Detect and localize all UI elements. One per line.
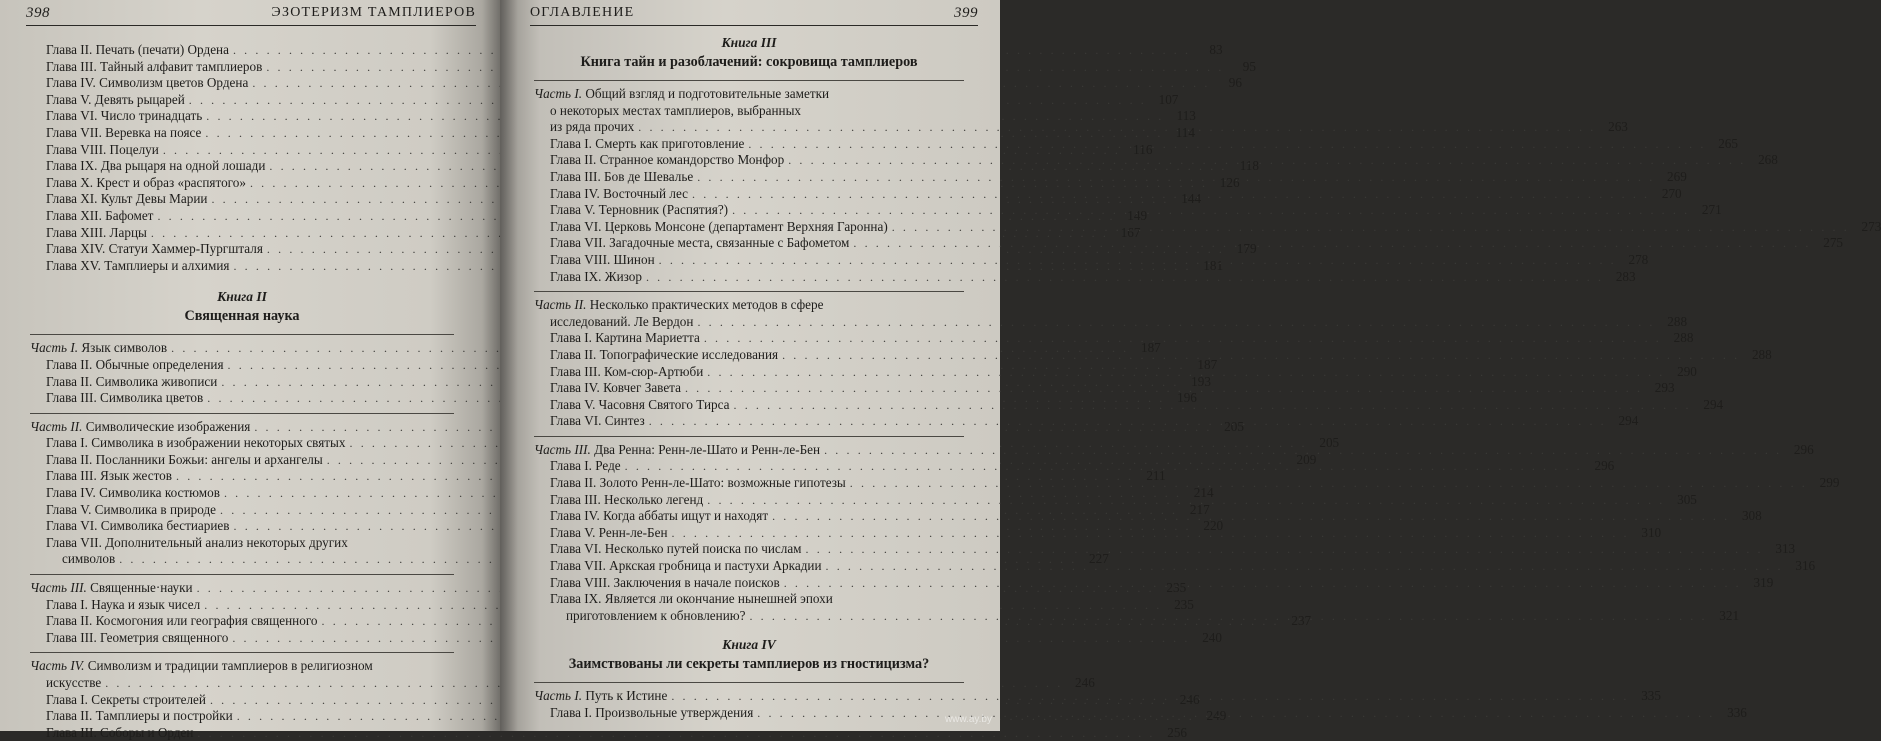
chapter-title: Глава IV. Восточный лес [550, 185, 689, 201]
chapter-title: Глава II. Космогония или география священного [46, 613, 318, 629]
chapter-title: Глава IV. Когда аббаты ищут и находят [550, 508, 769, 524]
entry-title [46, 518, 230, 535]
entry-title: исследований. Ле Вердон [550, 313, 694, 329]
chapter-title: Глава VII. Загадочные места, связанные с Бафометом [550, 235, 850, 251]
page-ref: 310 [1641, 524, 1662, 540]
book3-title: Книга тайн и разоблачений: сокровища тамплиеров [580, 54, 918, 70]
page-ref: 336 [1727, 705, 1747, 720]
chapter-title: Глава IX. Два рыцаря на одной лошади [46, 158, 266, 174]
page-ref: 275 [1823, 235, 1844, 251]
page-ref: 294 [1703, 396, 1724, 412]
chapter-title: Глава II. Обычные определения [46, 356, 224, 372]
entry-title [46, 725, 193, 741]
entry-title [46, 92, 185, 109]
book2-heading [30, 288, 454, 326]
entry-title [550, 575, 780, 592]
part-entry-continuation: о некоторых местах тамплиеров, выбранных [550, 102, 802, 118]
entry-title: из ряда прочих [550, 119, 635, 135]
entry-title: приготовлением к обновлению? [566, 607, 746, 623]
page-ref: 116 [1133, 141, 1153, 157]
part-label: Часть III. [534, 441, 591, 457]
chapter-entry [534, 330, 1694, 347]
entry-title [550, 508, 768, 525]
chapter-entry [30, 75, 1242, 92]
entry-title [550, 219, 888, 236]
page-ref: 293 [1654, 380, 1675, 396]
chapter-title: Глава XII. Бафомет [46, 207, 154, 223]
chapter-title: Глава III. Бов де Шевалье [550, 168, 694, 184]
page-ref: 246 [1075, 675, 1095, 690]
entry-title [550, 152, 784, 169]
chapter-title: Глава XI. Культ Девы Марии [46, 191, 208, 207]
book4-label: Книга IV [722, 637, 776, 653]
dot-leader [826, 558, 1784, 575]
chapter-title: Глава II. Топографические исследования [550, 346, 779, 362]
chapter-title: Глава I. Произвольные утверждения [550, 705, 754, 720]
entry-title [550, 413, 645, 430]
dot-leader [672, 525, 1630, 542]
entry-title [534, 688, 667, 705]
chapter-entry [534, 541, 1796, 558]
chapter-title: Глава V. Терновник (Распятия?) [550, 202, 729, 218]
page-ref: 114 [1175, 124, 1195, 140]
part-entry [534, 297, 964, 314]
dot-leader [671, 688, 1629, 705]
entry-title: Глава IX. Является ли окончание нынешней эпохи [550, 591, 833, 607]
page-ref: 268 [1758, 152, 1778, 168]
section-divider [534, 291, 964, 292]
part-entry [30, 658, 454, 675]
entry-title [550, 252, 655, 269]
book3-label: Книга III [721, 35, 777, 50]
entry-title [30, 419, 250, 436]
dot-leader [850, 475, 1808, 492]
part-title: Символические изображения [85, 418, 251, 434]
page-ref: 288 [1673, 330, 1694, 346]
chapter-title: Глава III. Ком-сюр-Артюби [550, 363, 704, 379]
entry-title [46, 452, 323, 469]
chapter-title: Глава V. Символика в природе [46, 501, 217, 517]
entry-title [46, 357, 224, 374]
chapter-title: Глава VIII. Заключения в начале поисков [550, 574, 780, 590]
page-number-left: 398 [26, 5, 50, 21]
part-title: Общий взгляд и подготовительные заметки [585, 86, 830, 101]
entry-title [550, 705, 753, 722]
part-label: Часть II. [30, 418, 83, 434]
page-ref: 313 [1775, 541, 1796, 557]
page-ref: 299 [1819, 475, 1840, 491]
entry-title [46, 175, 246, 192]
entry-title [534, 86, 829, 103]
entry-title [550, 380, 681, 397]
entry-title [46, 708, 233, 725]
page-ref: 321 [1719, 607, 1740, 623]
page-ref: 235 [1174, 596, 1194, 612]
page-ref: 217 [1189, 501, 1210, 517]
page-ref: 256 [1167, 724, 1188, 740]
book4-title: Заимствованы ли секреты тамплиеров из гностицизма? [568, 656, 930, 673]
dot-leader [732, 202, 1690, 219]
page-ref: 265 [1718, 135, 1738, 151]
page-ref: 240 [1202, 629, 1222, 645]
chapter-title: Глава I. Реде [550, 458, 621, 474]
entry-title [550, 235, 849, 252]
running-title-left: ЭЗОТЕРИЗМ ТАМПЛИЕРОВ [271, 5, 476, 20]
page-ref: 205 [1224, 418, 1244, 434]
chapter-title: Глава VI. Символика бестиариев [46, 518, 230, 534]
entry-title [550, 525, 668, 542]
entry-title [550, 347, 778, 364]
dot-leader [707, 364, 1665, 381]
entry-title [46, 225, 147, 242]
dot-leader [748, 136, 1706, 153]
page-ref: 126 [1219, 174, 1240, 190]
chapter-title: Глава V. Девять рыцарей [46, 91, 185, 107]
page-ref: 278 [1628, 251, 1649, 267]
entry-title [46, 485, 220, 502]
section-divider [30, 574, 454, 575]
chapter-title: Глава II. Тамплиеры и постройки [46, 708, 233, 724]
part-title: Несколько практических методов в сфере [589, 297, 824, 313]
dot-leader [772, 508, 1730, 525]
entry-title [550, 397, 730, 414]
entry-title [550, 492, 703, 509]
page-ref: 187 [1140, 340, 1161, 356]
chapter-title: Глава V. Часовня Святого Тирса [550, 396, 730, 412]
page-ref: 179 [1236, 241, 1257, 257]
entry-title [46, 142, 159, 159]
section-divider [30, 413, 454, 414]
entry-title [46, 502, 216, 519]
part-entry [534, 86, 964, 103]
page-ref: 193 [1191, 373, 1211, 389]
entry-title [46, 125, 201, 142]
chapter-title: Глава IV. Символика костюмов [46, 485, 220, 501]
page-number-right: 399 [954, 5, 978, 21]
entry-title [534, 442, 820, 459]
chapter-title: Глава II. Символика живописи [46, 373, 218, 389]
entry-title [46, 435, 346, 452]
chapter-title: Глава I. Картина Мариетта [550, 330, 700, 346]
dot-leader [697, 314, 1655, 331]
entry-title [550, 169, 693, 186]
page-ref: 308 [1741, 508, 1762, 524]
page-ref: 96 [1228, 75, 1242, 91]
entry-title [46, 390, 203, 407]
page-ref: 273 [1861, 218, 1881, 234]
entry-title [46, 374, 217, 391]
book2-title: Священная наука [184, 308, 300, 325]
part-label: Часть I. [534, 688, 583, 704]
dot-leader [782, 347, 1740, 364]
watermark: www.ay.by [944, 714, 992, 725]
book3-heading [534, 34, 964, 72]
entry-title [550, 202, 728, 219]
dot-leader [625, 458, 1583, 475]
part-label: Часть I. [534, 86, 583, 101]
page-ref: 209 [1296, 451, 1317, 467]
dot-leader [757, 705, 1715, 722]
part-entry-continuation [30, 675, 1095, 692]
dot-leader [892, 219, 1850, 236]
chapter-title: Глава IV. Ковчег Завета [550, 380, 681, 396]
page-ref: 149 [1127, 207, 1148, 223]
chapter-title: Глава III. Соборы и Орден [46, 724, 194, 740]
entry-title [550, 330, 700, 347]
entry-title [550, 269, 642, 286]
chapter-entry [534, 591, 964, 608]
entry-title [46, 613, 318, 630]
chapter-title: Глава VII. Аркская гробница и пастухи Аркадии [550, 558, 822, 574]
chapter-title: Глава III. Несколько легенд [550, 491, 704, 507]
page-ref: 335 [1641, 688, 1661, 704]
dot-leader [649, 413, 1607, 430]
chapter-title: Глава V. Ренн-ле-Бен [550, 524, 668, 540]
dot-leader [659, 252, 1617, 269]
dot-leader [692, 186, 1650, 203]
chapter-title: Глава II. Золото Ренн-ле-Шато: возможные гипотезы [550, 475, 846, 491]
dot-leader [853, 235, 1811, 252]
part-title: Язык символов [81, 340, 168, 356]
section-divider [30, 652, 454, 653]
page-ref: 288 [1667, 313, 1688, 329]
page-ref: 214 [1193, 485, 1214, 501]
chapter-title: Глава III. Язык жестов [46, 468, 172, 484]
dot-leader [707, 492, 1665, 509]
entry-title [46, 630, 228, 647]
page-ref: 305 [1677, 491, 1697, 507]
chapter-entry [30, 535, 454, 552]
page-ref: 187 [1197, 356, 1218, 372]
page-ref: 271 [1701, 202, 1722, 218]
chapter-title: Глава II. Печать (печати) Ордена [46, 42, 229, 57]
chapter-title: Глава IX. Жизор [550, 268, 642, 284]
chapter-title: Глава XIV. Статуи Хаммер-Пургшталя [46, 241, 263, 257]
dot-leader [697, 169, 1655, 186]
entry-title [30, 658, 373, 675]
entry-title [46, 59, 262, 76]
dot-leader [704, 330, 1662, 347]
page-ref: 211 [1146, 468, 1166, 484]
entry-title: Глава VII. Дополнительный анализ некоторых других [46, 534, 348, 550]
page-ref: 220 [1203, 518, 1224, 534]
book2-label: Книга II [217, 289, 267, 305]
part-title: Священные·науки [90, 580, 193, 596]
dot-leader [824, 442, 1782, 459]
section-divider [534, 80, 964, 81]
page-ref: 283 [1615, 268, 1636, 284]
dot-leader [685, 380, 1643, 397]
chapter-entry [30, 724, 1188, 741]
entry-title [550, 475, 846, 492]
dot-leader [784, 575, 1742, 592]
chapter-title: Глава I. Символика в изображении некоторых святых [46, 435, 346, 451]
page-ref: 249 [1206, 708, 1227, 724]
part-entry-continuation [534, 313, 1688, 331]
page-ref: 316 [1795, 558, 1816, 574]
dot-leader [734, 397, 1692, 414]
chapter-title: Глава VIII. Шинон [550, 251, 655, 267]
section-divider [30, 334, 454, 335]
page-ref: 107 [1158, 91, 1179, 107]
page-ref: 294 [1618, 413, 1639, 429]
page-ref: 167 [1120, 224, 1141, 240]
gutter-shadow [482, 0, 500, 731]
chapter-title: Глава VI. Число тринадцать [46, 108, 203, 124]
part-title: Путь к Истине [585, 688, 668, 704]
gutter-shadow [500, 0, 518, 731]
entry-title [46, 258, 229, 275]
entry-title [550, 541, 802, 558]
entry-title [534, 297, 823, 314]
page-ref: 196 [1177, 390, 1197, 406]
chapter-title: Глава III. Символика цветов [46, 390, 204, 406]
entry-title [46, 241, 263, 258]
chapter-title: Глава II. Странное командорство Монфор [550, 152, 785, 168]
page-ref: 113 [1176, 108, 1196, 124]
chapter-title: Глава III. Геометрия священного [46, 629, 229, 645]
dot-leader [749, 608, 1707, 625]
entry-title [30, 340, 167, 357]
dot-leader [646, 269, 1604, 286]
chapter-title: Глава XV. Тамплиеры и алхимия [46, 257, 230, 273]
chapter-title: Глава X. Крест и образ «распятого» [46, 174, 246, 190]
running-head-right [530, 0, 978, 26]
page-ref: 181 [1203, 257, 1224, 273]
page-ref: 118 [1239, 158, 1259, 174]
part-label: Часть I. [30, 340, 79, 356]
entry-title: искусстве [46, 675, 102, 690]
section-divider [534, 436, 964, 437]
entry-title [46, 468, 172, 485]
part-label: Часть IV. [30, 658, 85, 674]
section-divider [534, 682, 964, 683]
page-ref: 319 [1753, 574, 1774, 590]
page-ref: 270 [1661, 185, 1682, 201]
entry-title [46, 692, 206, 709]
page-ref: 235 [1166, 580, 1187, 596]
entry-title [46, 158, 265, 175]
entry-title [46, 191, 207, 208]
running-head-left [26, 0, 476, 26]
entry-title: символов [62, 551, 116, 567]
page-ref: 288 [1751, 346, 1772, 362]
page-ref: 83 [1209, 42, 1223, 57]
page-ref: 290 [1677, 363, 1697, 379]
chapter-title: Глава VI. Синтез [550, 413, 645, 429]
chapter-title: Глава I. Секреты строителей [46, 691, 206, 707]
dot-leader [788, 152, 1746, 169]
page-ref: 296 [1793, 441, 1814, 457]
part-label: Часть III. [30, 580, 87, 596]
entry-title [46, 42, 229, 59]
entry-title [550, 364, 703, 381]
chapter-title: Глава VI. Несколько путей поиска по числам [550, 541, 802, 557]
dot-leader [638, 119, 1596, 136]
entry-title [550, 136, 744, 153]
entry-title [550, 458, 621, 475]
chapter-title: Глава I. Смерть как приготовление [550, 135, 745, 151]
page-ref: 237 [1291, 613, 1312, 629]
page-ref: 246 [1179, 691, 1200, 707]
entry-title [46, 75, 248, 92]
book4-heading [534, 636, 964, 674]
chapter-title: Глава III. Тайный алфавит тамплиеров [46, 58, 263, 74]
part-title: Символизм и традиции тамплиеров в религиозном [87, 658, 373, 674]
entry-title [550, 558, 822, 575]
chapter-title: Глава I. Наука и язык чисел [46, 596, 201, 612]
entry-title [30, 580, 193, 597]
part-title: Два Ренна: Ренн-ле-Шато и Ренн-ле-Бен [594, 441, 821, 457]
page-ref: 144 [1181, 191, 1202, 207]
entry-title [550, 186, 688, 203]
chapter-title: Глава IV. Символизм цветов Ордена [46, 75, 249, 91]
dot-leader [806, 541, 1764, 558]
page-ref: 263 [1608, 119, 1628, 135]
page-ref: 227 [1089, 551, 1109, 567]
chapter-title: Глава VIII. Поцелуи [46, 141, 159, 157]
entry-title [46, 597, 200, 614]
page-ref: 269 [1667, 168, 1687, 184]
chapter-title: Глава VI. Церковь Монсоне (департамент Верхняя Гаронна) [550, 218, 888, 234]
part-label: Часть II. [534, 297, 587, 313]
page-ref: 95 [1242, 58, 1256, 74]
entry-title [46, 108, 202, 125]
chapter-entry [534, 268, 1636, 286]
running-title-right: ОГЛАВЛЕНИЕ [530, 5, 635, 20]
chapter-title: Глава II. Посланники Божьи: ангелы и архангелы [46, 451, 323, 467]
page-ref: 205 [1319, 435, 1340, 451]
page-ref: 296 [1594, 458, 1615, 474]
chapter-title: Глава XIII. Ларцы [46, 224, 147, 240]
chapter-title: Глава VII. Веревка на поясе [46, 124, 202, 140]
entry-title [46, 208, 153, 225]
